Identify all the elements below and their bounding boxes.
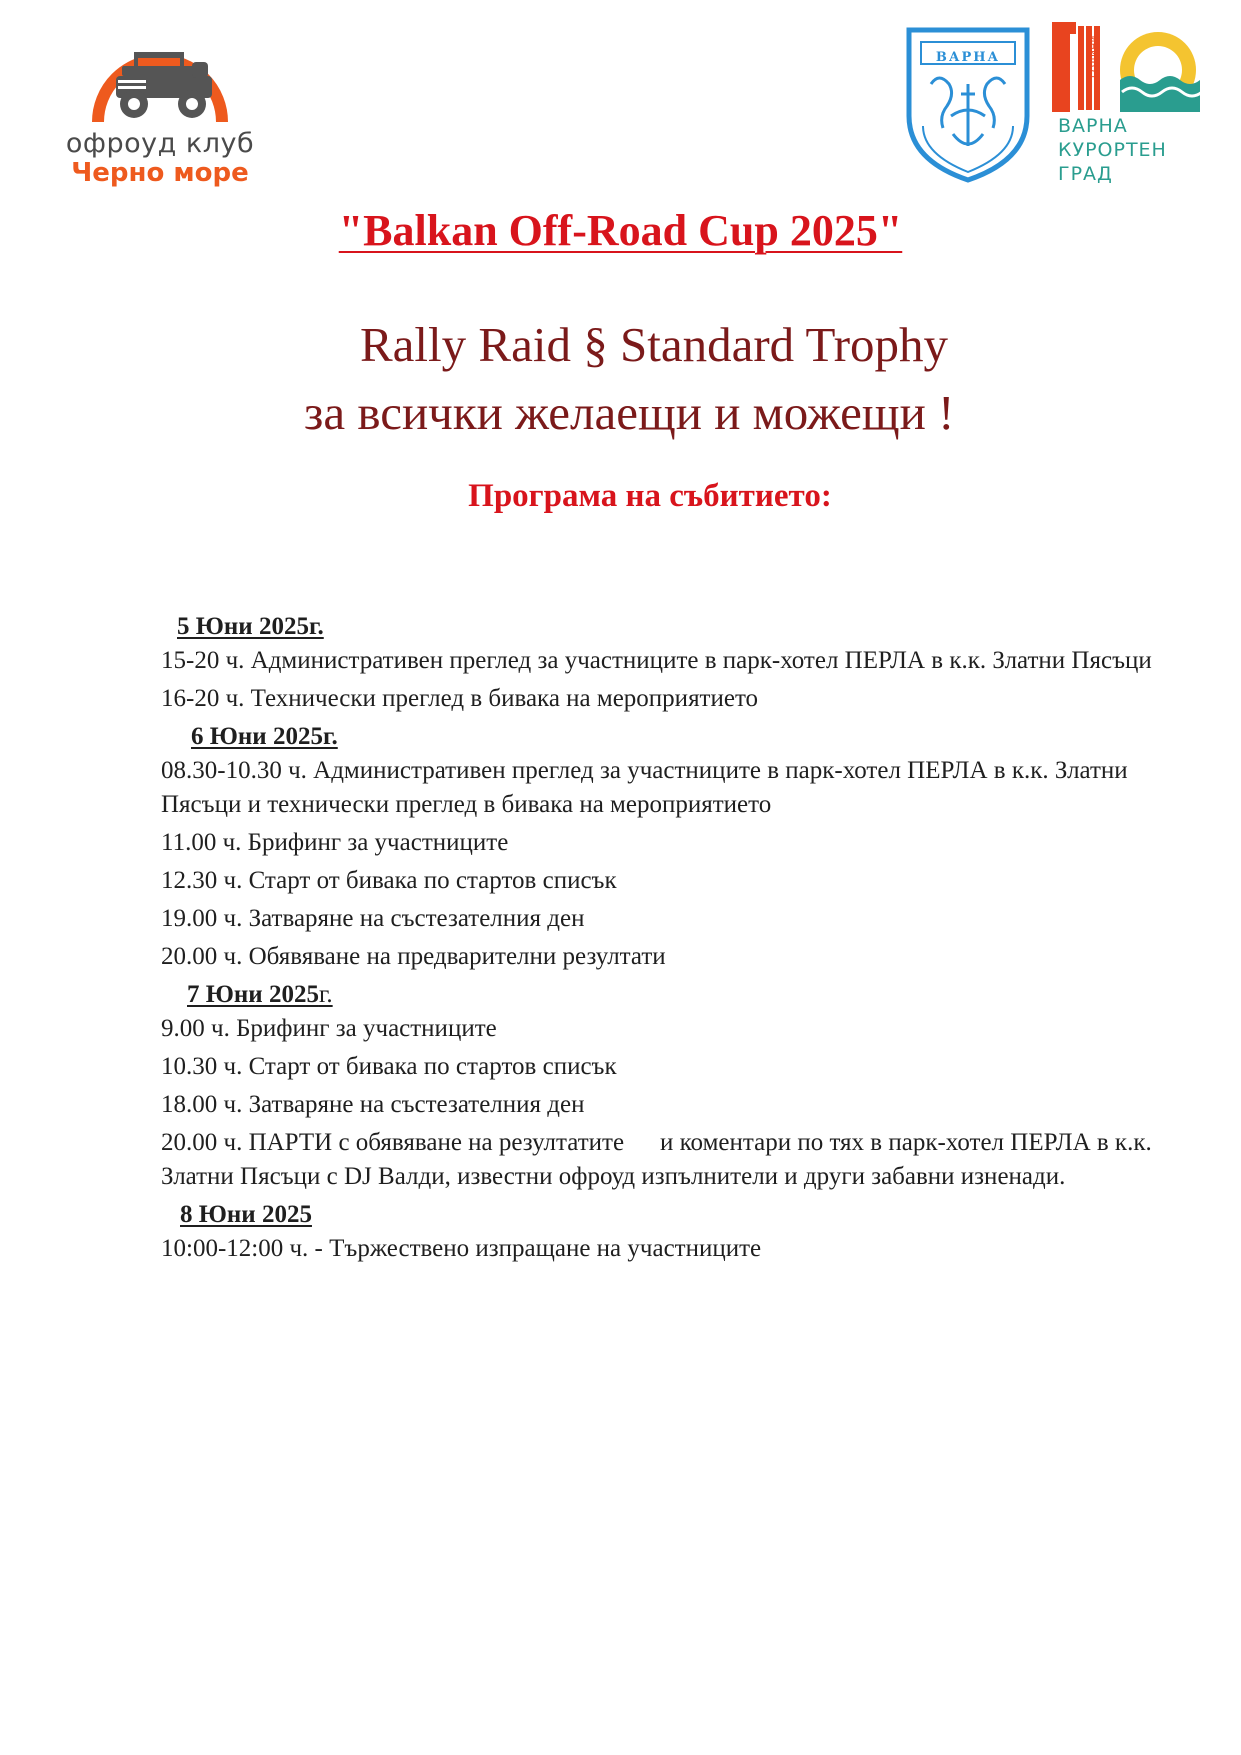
schedule: [161, 610, 1161, 1270]
schedule-day-heading: [161, 720, 1161, 754]
schedule-day-date: 6 Юни 2025г.: [191, 723, 338, 750]
schedule-day-heading: [161, 1198, 1161, 1232]
sun-waves-icon: [1052, 22, 1202, 112]
event-title: [0, 205, 1241, 256]
club-name-line1: офроуд клуб: [65, 128, 255, 159]
schedule-item: 15-20 ч. Административен преглед за участниците в парк-хотел ПЕРЛА в к.к. Златни Пясъци: [161, 647, 1152, 674]
schedule-item: 20.00 ч. Обявяване на предварителни резултати: [161, 943, 666, 970]
schedule-item: 19.00 ч. Затваряне на състезателния ден: [161, 905, 585, 932]
schedule-item: 9.00 ч. Брифинг за участниците: [161, 1015, 497, 1042]
subtitle-line1: Rally Raid § Standard Trophy: [360, 317, 949, 372]
resort-line-1: ВАРНА: [1058, 115, 1128, 137]
schedule-item: 08.30-10.30 ч. Административен преглед за участниците в парк-хотел ПЕРЛА в к.к. Златни Пясъци и технически преглед в бивака на мероприятието: [161, 757, 1128, 818]
crest-label: ВАРНА: [935, 50, 1001, 65]
varna-crest-logo: [903, 24, 1033, 184]
schedule-day-heading: [161, 978, 1161, 1012]
party-text-before: 20.00 ч. ПАРТИ с обявяване на резултатите: [161, 1129, 625, 1156]
schedule-item: 12.30 ч. Старт от бивака по стартов списък: [161, 867, 617, 894]
resort-text: [1058, 114, 1167, 186]
schedule-item: 11.00 ч. Брифинг за участниците: [161, 829, 509, 856]
varna-crest-icon: [903, 24, 1033, 184]
schedule-day-heading: [161, 610, 1161, 644]
schedule-item: 10.30 ч. Старт от бивака по стартов списък: [161, 1053, 617, 1080]
club-name-line2: Черно море: [71, 158, 249, 188]
varna-resort-logo: [1052, 22, 1202, 192]
schedule-item: 16-20 ч. Технически преглед в бивака на мероприятието: [161, 685, 759, 712]
party-text-after: и коментари по тях в парк-хотел ПЕРЛА в к.к. Златни Пясъци с DJ Валди, известни офроуд изпълнители и други забавни изненади.: [161, 1129, 1152, 1190]
schedule-item-party: [161, 1126, 1161, 1194]
schedule-day-suffix: г.: [318, 981, 333, 1008]
schedule-day-date: 7 Юни 2025: [187, 981, 319, 1008]
years-label: ГОДИНИ: [1090, 35, 1100, 78]
club-logo: [60, 22, 260, 188]
program-heading: Програма на събитието:: [468, 478, 832, 514]
event-title-text: "Balkan Off-Road Cup 2025": [338, 206, 903, 255]
schedule-item: 18.00 ч. Затваряне на състезателния ден: [161, 1091, 585, 1118]
schedule-day-date: 8 Юни 2025: [180, 1201, 312, 1228]
resort-line-2: КУРОРТЕН: [1058, 139, 1167, 161]
schedule-day-date: 5 Юни 2025г.: [177, 613, 324, 640]
jeep-icon: [88, 22, 232, 134]
subtitle-line2: за всички желаещи и можещи !: [304, 385, 955, 440]
resort-line-3: ГРАД: [1058, 163, 1113, 185]
schedule-item: 10:00-12:00 ч. - Тържествено изпращане на участниците: [161, 1235, 762, 1262]
